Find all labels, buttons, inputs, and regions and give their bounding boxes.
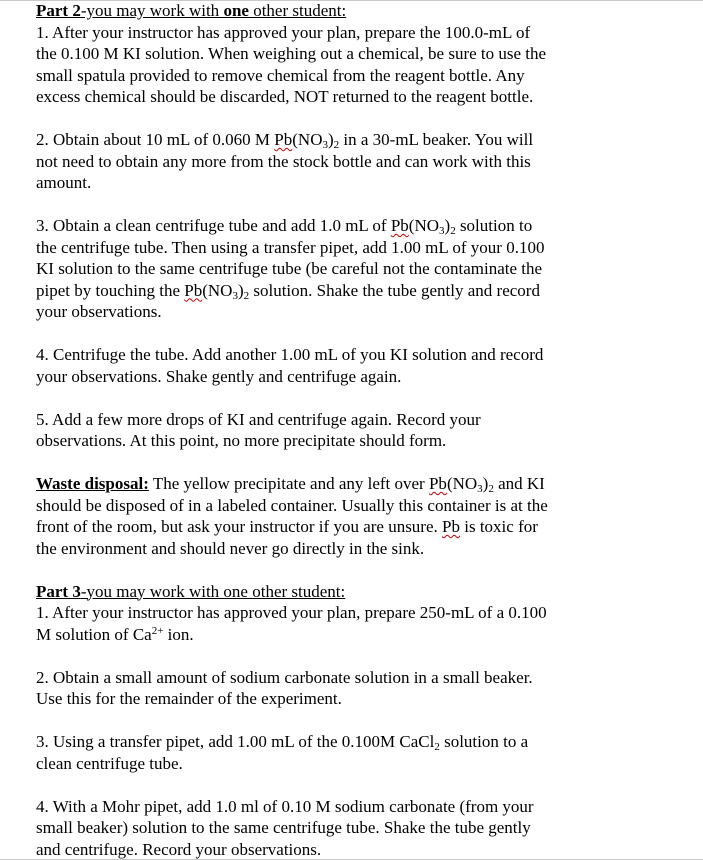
- waste-label: Waste disposal:: [36, 474, 149, 493]
- formula-part: CaCl: [399, 732, 435, 751]
- text: ion.: [163, 624, 194, 644]
- formula-part: (NO: [292, 130, 323, 149]
- waste-line2: should be disposed of in a labeled container. Usually this container is at the: [36, 495, 548, 515]
- calcium-ion-formula: [133, 625, 164, 644]
- text: The yellow precipitate and any left over: [148, 474, 429, 493]
- calcium-chloride-formula: [399, 732, 439, 751]
- part2-step3-line1: [36, 215, 636, 237]
- subscript: 3: [439, 225, 445, 237]
- part2-step5-line: observations. At this point, no more precipitate should form.: [36, 431, 447, 450]
- formula-part: (NO: [446, 474, 478, 493]
- part2-step3-line2: the centrifuge tube. Then using a transfer pipet, add 1.00 mL of your 0.100: [36, 237, 545, 257]
- formula-part: (NO: [202, 280, 233, 300]
- pb-symbol: Pb: [442, 517, 460, 536]
- part3-step4-line: and centrifuge. Record your observations.: [36, 839, 322, 859]
- part2-step1-line: 1. After your instructor has approved your plan, prepare the 100.0-mL of: [36, 22, 531, 42]
- formula-part: ): [482, 474, 489, 493]
- text: M solution of: [36, 624, 133, 644]
- part2-heading-bold: Part 2: [36, 1, 81, 20]
- subscript: 2: [333, 139, 340, 151]
- part2-step5-line: 5. Add a few more drops of KI and centrifuge again. Record your: [36, 409, 481, 429]
- waste-line4: the environment and should never go directly in the sink.: [36, 538, 425, 558]
- part3-step2-line: Use this for the remainder of the experiment.: [36, 689, 342, 708]
- formula-part: ): [237, 280, 244, 300]
- paragraph-gap: [36, 559, 636, 581]
- part3-step2-line: 2. Obtain a small amount of sodium carbonate solution in a small beaker.: [36, 667, 533, 687]
- pb-symbol: Pb: [390, 216, 409, 235]
- lead-nitrate-formula: [274, 130, 339, 149]
- part3-step3-line1: [36, 731, 636, 753]
- subscript: 2: [434, 741, 440, 753]
- text: and KI: [493, 474, 545, 493]
- waste-line3: [36, 516, 636, 538]
- text: 3. Using a transfer pipet, add 1.00 mL of the 0.100M: [36, 732, 400, 751]
- text: solution. Shake the tube gently and record: [249, 280, 540, 300]
- text: in a 30-mL beaker. You will: [339, 130, 534, 149]
- part2-heading-rest-a: -you may work with: [80, 1, 224, 20]
- part2-heading-rest-b: other student:: [248, 1, 347, 20]
- text: is toxic for: [460, 517, 538, 536]
- formula-part: Ca: [132, 624, 152, 644]
- subscript: 2: [243, 289, 250, 302]
- part2-step3-line5: your observations.: [36, 302, 162, 321]
- text: 3. Obtain a clean centrifuge tube and add 1.0 mL of: [36, 216, 391, 235]
- part2-step4-line: your observations. Shake gently and centrifuge again.: [36, 366, 402, 386]
- part3-heading-rest: -you may work with one other student:: [80, 581, 346, 601]
- part2-heading-emphasis: one: [223, 1, 249, 20]
- subscript: 3: [232, 289, 238, 302]
- paragraph-gap: [36, 108, 636, 130]
- subscript: 3: [477, 483, 483, 495]
- paragraph-gap: [36, 387, 636, 409]
- part2-step1-line: small spatula provided to remove chemical from the reagent bottle. Any: [36, 65, 525, 85]
- text: front of the room, but ask your instructor if you are unsure.: [36, 517, 443, 536]
- text: pipet by touching the: [36, 280, 185, 300]
- part2-heading: [36, 0, 636, 22]
- paragraph-gap: [36, 710, 636, 732]
- part2-step1-line: the 0.100 M KI solution. When weighing out a chemical, be sure to use the: [36, 44, 547, 63]
- part3-step1-line1: 1. After your instructor has approved your plan, prepare 250-mL of a 0.100: [36, 603, 547, 622]
- paragraph-gap: [36, 774, 636, 796]
- part3-heading: [36, 581, 636, 603]
- pb-symbol: Pb: [428, 474, 447, 493]
- part2-step3-line4: [36, 280, 636, 302]
- pb-symbol: Pb: [184, 280, 203, 300]
- part2-step3-line3: KI solution to the same centrifuge tube (be careful not the contaminate the: [36, 259, 543, 278]
- paragraph-gap: [36, 452, 636, 474]
- pb-symbol: Pb: [274, 130, 293, 149]
- waste-line1: [36, 473, 636, 495]
- document-body: [36, 0, 636, 860]
- part2-step2-line2: not need to obtain any more from the stock bottle and can work with this: [36, 151, 531, 171]
- lead-nitrate-formula: [429, 474, 494, 493]
- subscript: 2: [488, 483, 494, 495]
- formula-part: ): [327, 130, 334, 149]
- text: solution to a: [439, 732, 529, 751]
- lead-nitrate-formula: [391, 216, 456, 235]
- part3-heading-bold: Part 3: [36, 581, 81, 601]
- paragraph-gap: [36, 323, 636, 345]
- text: solution to: [455, 216, 533, 235]
- superscript: 2+: [151, 624, 164, 637]
- subscript: 2: [450, 225, 456, 237]
- part3-step4-line: small beaker) solution to the same centrifuge tube. Shake the tube gently: [36, 818, 531, 837]
- part2-step1-line: excess chemical should be discarded, NOT returned to the reagent bottle.: [36, 87, 534, 106]
- formula-part: ): [444, 216, 451, 235]
- paragraph-gap: [36, 194, 636, 216]
- paragraph-gap: [36, 645, 636, 667]
- lead-nitrate-formula: [184, 281, 249, 300]
- part2-step2-line3: amount.: [36, 173, 92, 192]
- part2-step2-line1: [36, 129, 636, 151]
- part3-step3-line2: clean centrifuge tube.: [36, 753, 183, 773]
- subscript: 3: [322, 139, 328, 151]
- text: 2. Obtain about 10 mL of 0.060 M: [36, 130, 275, 149]
- formula-part: (NO: [408, 216, 440, 235]
- part3-step4-line: 4. With a Mohr pipet, add 1.0 ml of 0.10 M sodium carbonate (from your: [36, 796, 534, 816]
- part2-step4-line: 4. Centrifuge the tube. Add another 1.00 mL of you KI solution and record: [36, 345, 544, 364]
- part3-step1-line2: [36, 624, 636, 646]
